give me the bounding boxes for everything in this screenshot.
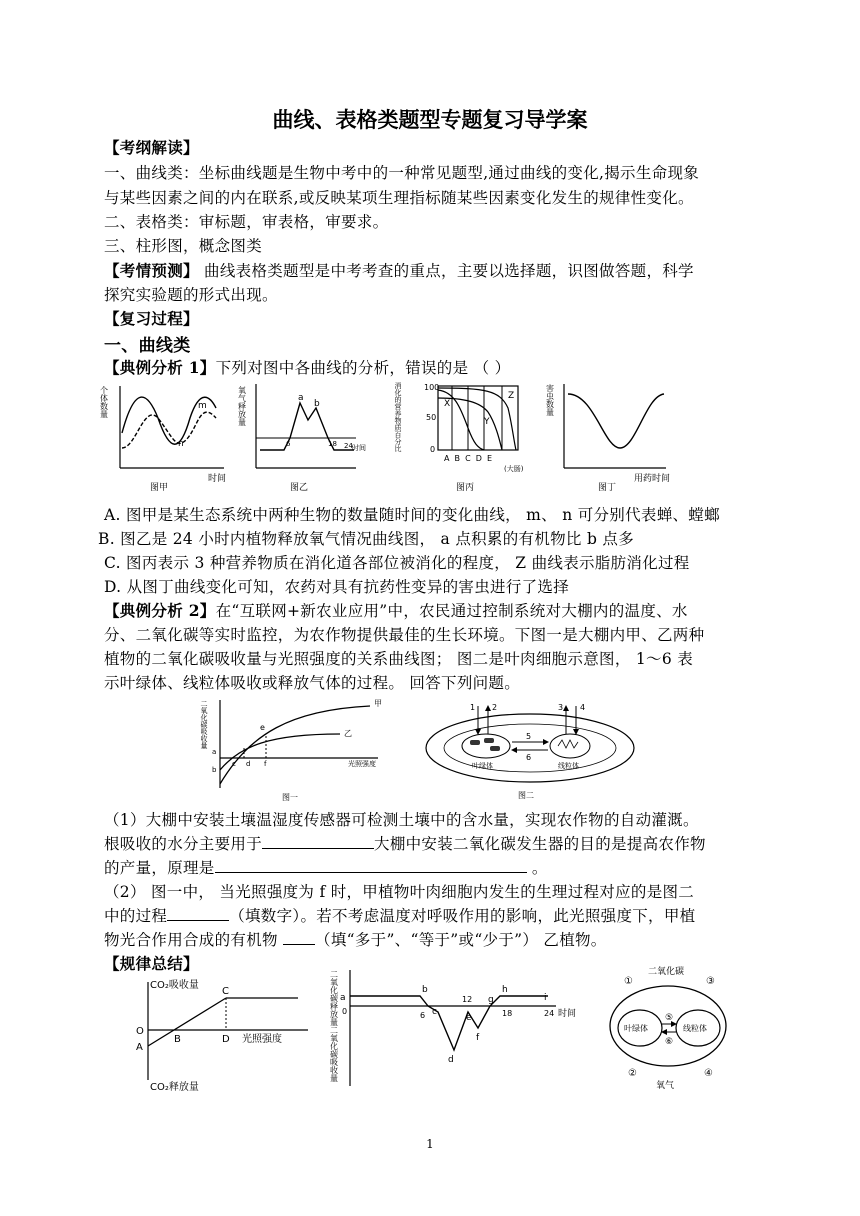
curve-label-x: X bbox=[444, 399, 451, 409]
section-forecast: 【考情预测】 bbox=[104, 261, 199, 280]
text-line bbox=[104, 356, 510, 378]
tick: 6 bbox=[286, 440, 291, 448]
text-line bbox=[104, 259, 694, 281]
point-o: O bbox=[136, 1026, 144, 1037]
text-line: 二、表格类：审标题，审表格，审要求。 bbox=[104, 213, 389, 231]
graph-rule-2 bbox=[330, 970, 577, 1086]
tick: 6 bbox=[420, 1011, 426, 1020]
heading-curves: 一、曲线类 bbox=[104, 336, 191, 356]
point-a: a bbox=[212, 748, 217, 756]
question-2: （2） 图一中， 当光照强度为 f 时，甲植物叶肉细胞内发生的生理过程对应的是图二 bbox=[104, 883, 695, 901]
point-a: A bbox=[136, 1042, 143, 1053]
text-span: 。 bbox=[526, 859, 548, 877]
option-b: B. 图乙是 24 小时内植物释放氧气情况曲线图， a 点积累的有机物比 b 点多 bbox=[98, 530, 634, 548]
axis-label: 二氧化碳吸收量 bbox=[200, 700, 208, 749]
axis-label: 光照强度 bbox=[242, 1034, 282, 1045]
figure-caption: 图甲 bbox=[150, 483, 169, 493]
tick: 50 bbox=[426, 413, 437, 422]
label-co2-absorb: CO₂吸收量 bbox=[150, 980, 199, 991]
graph-jia bbox=[100, 385, 227, 493]
axis-label: 消化的营养物质百分比 bbox=[394, 382, 402, 452]
graph-bing bbox=[394, 381, 524, 493]
marker-3: ③ bbox=[706, 976, 715, 987]
chloroplast-label: 叶绿体 bbox=[472, 762, 493, 770]
point-h: h bbox=[502, 985, 508, 995]
page-title: 曲线、表格类题型专题复习导学案 bbox=[272, 108, 588, 132]
section-summary: 【规律总结】 bbox=[104, 954, 199, 973]
answer-blank[interactable] bbox=[262, 834, 374, 849]
point-a: a bbox=[298, 393, 304, 403]
graph-yi bbox=[238, 384, 367, 493]
marker-6: ⑥ bbox=[665, 1037, 674, 1047]
text-line: 分、二氧化碳等实时监控，为农作物提供最佳的生长环境。下图一是大棚内甲、乙两种 bbox=[104, 626, 705, 644]
point-d: d bbox=[246, 760, 251, 768]
section-review: 【复习过程】 bbox=[104, 309, 199, 328]
answer-blank[interactable] bbox=[215, 858, 527, 873]
point-i: i bbox=[544, 993, 547, 1003]
point-d: D bbox=[222, 1034, 230, 1045]
tick: 18 bbox=[502, 1009, 513, 1018]
figure-row-3 bbox=[128, 968, 728, 1098]
marker-2: ② bbox=[628, 1068, 637, 1079]
point-e: e bbox=[260, 723, 265, 732]
text-span: 下列对图中各曲线的分析，错误的是 （ ） bbox=[215, 359, 511, 377]
curve-label-m: m bbox=[198, 401, 207, 411]
category-labels: A B C D E bbox=[444, 454, 493, 463]
axis-label: 害虫数量 bbox=[545, 384, 555, 416]
chloroplast-label: 叶绿体 bbox=[624, 1024, 648, 1033]
figure-caption: 图丁 bbox=[598, 483, 617, 493]
text-span: 的产量，原理是 bbox=[104, 859, 215, 877]
co2-label: 二氧化碳 bbox=[648, 967, 685, 977]
tick: 18 bbox=[328, 440, 337, 448]
point-f: f bbox=[476, 1033, 480, 1043]
figure-caption: 图丙 bbox=[456, 483, 475, 493]
graph-ding bbox=[546, 383, 671, 493]
text-line: 示叶绿体、线粒体吸收或释放气体的过程。 回答下列问题。 bbox=[104, 674, 521, 692]
answer-blank[interactable] bbox=[283, 930, 315, 945]
label-2: 2 bbox=[492, 703, 498, 712]
example-2-label: 【典例分析 2】 bbox=[104, 601, 216, 620]
tick: 0 bbox=[342, 1007, 348, 1016]
text-line: 一、曲线类：坐标曲线题是生物中考中的一种常见题型,通过曲线的变化,揭示生命现象 bbox=[104, 164, 700, 182]
axis-label: 用药时间 bbox=[634, 474, 671, 484]
text-line bbox=[104, 856, 548, 878]
diagram-fig2 bbox=[426, 703, 634, 800]
marker-4: ④ bbox=[704, 1068, 713, 1079]
point-f: f bbox=[264, 760, 267, 768]
curve-label-y: Y bbox=[484, 417, 490, 427]
axis-label: 个体数量 bbox=[99, 386, 109, 418]
text-span: （填“多于”、“等于”或“少于”） 乙植物。 bbox=[315, 931, 607, 949]
mitochondria-label: 线粒体 bbox=[683, 1024, 707, 1033]
tick: 0 bbox=[430, 445, 436, 454]
label-6: 6 bbox=[526, 753, 532, 762]
text-span: 在“互联网+新农业应用”中，农民通过控制系统对大棚内的温度、水 bbox=[215, 602, 688, 620]
figure-row-2 bbox=[200, 694, 640, 802]
point-b: b bbox=[314, 399, 320, 409]
option-a: A. 图甲是某生态系统中两种生物的数量随时间的变化曲线， m、 n 可分别代表蝉、螳螂 bbox=[104, 506, 720, 524]
text-line: 三、柱形图，概念图类 bbox=[104, 237, 263, 255]
tick: 24 bbox=[344, 442, 353, 450]
curve-label-z: Z bbox=[508, 391, 515, 401]
graph-fig1 bbox=[200, 699, 382, 802]
text-span: （填数字）。若不考虑温度对呼吸作用的影响，此光照强度下，甲植 bbox=[229, 907, 696, 925]
label-3: 3 bbox=[558, 703, 564, 712]
text-line bbox=[104, 928, 607, 950]
point-b: B bbox=[174, 1034, 181, 1045]
text-line: 探究实验题的形式出现。 bbox=[104, 286, 278, 304]
graph-rule-1 bbox=[136, 978, 308, 1093]
axis-label: 时间 bbox=[352, 444, 366, 452]
label-co2-release: CO₂释放量 bbox=[150, 1082, 199, 1093]
label-1: 1 bbox=[470, 703, 476, 712]
axis-label: 氧气释放量 bbox=[237, 386, 247, 426]
curve-label-jia: 甲 bbox=[374, 699, 382, 708]
point-d: d bbox=[448, 1055, 454, 1065]
axis-label: 光照强度 bbox=[348, 760, 376, 768]
figure-row-1 bbox=[99, 378, 684, 496]
example-1-label: 【典例分析 1】 bbox=[104, 358, 216, 377]
axis-label: 时间 bbox=[208, 474, 227, 484]
section-syllabus: 【考纲解读】 bbox=[104, 138, 199, 157]
text-line bbox=[104, 832, 706, 854]
text-line: 植物的二氧化碳吸收量与光照强度的关系曲线图； 图二是叶肉细胞示意图， 1～6 表 bbox=[104, 650, 694, 668]
axis-label: 时间 bbox=[558, 1009, 577, 1019]
text-span: 中的过程 bbox=[104, 907, 168, 925]
text-span: 大棚中安装二氧化碳发生器的目的是提高农作物 bbox=[374, 835, 706, 853]
page-number: 1 bbox=[426, 1137, 434, 1151]
diagram-rule-3 bbox=[610, 965, 726, 1091]
answer-blank[interactable] bbox=[167, 906, 229, 921]
tick: 12 bbox=[462, 995, 473, 1004]
figure-caption: 图乙 bbox=[290, 483, 309, 493]
point-c: c bbox=[432, 1007, 437, 1017]
tick: 24 bbox=[544, 1009, 555, 1018]
point-e: e bbox=[466, 1013, 472, 1023]
text-span: 曲线表格类题型是中考考查的重点，主要以选择题，识图做答题，科学 bbox=[198, 262, 694, 280]
point-a: a bbox=[340, 993, 346, 1003]
label-4: 4 bbox=[580, 703, 586, 712]
text-span: 根吸收的水分主要用于 bbox=[104, 835, 263, 853]
curve-label-n: n bbox=[178, 439, 184, 449]
text-line: 与某些因素之间的内在联系,或反映某项生理指标随某些因素变化发生的规律性变化。 bbox=[104, 189, 694, 207]
marker-5: ⑤ bbox=[665, 1013, 674, 1023]
o2-label: 氧气 bbox=[656, 1081, 675, 1091]
axis-label: 二氧化碳吸收量 bbox=[329, 1026, 339, 1082]
point-c: c bbox=[232, 760, 236, 768]
point-c: C bbox=[222, 986, 229, 997]
point-b: b bbox=[422, 985, 428, 995]
axis-label: 二氧化碳释放量 bbox=[329, 970, 339, 1026]
category-note: (大肠) bbox=[504, 465, 524, 473]
marker-1: ① bbox=[624, 976, 633, 987]
text-line bbox=[104, 599, 688, 621]
point-b: b bbox=[212, 766, 217, 774]
option-c: C. 图丙表示 3 种营养物质在消化道各部位被消化的程度， Z 曲线表示脂肪消化过程 bbox=[104, 554, 690, 572]
mitochondria-label: 线粒体 bbox=[558, 762, 579, 770]
text-span: 物光合作用合成的有机物 bbox=[104, 931, 284, 949]
label-5: 5 bbox=[526, 732, 532, 741]
point-g: g bbox=[488, 995, 494, 1005]
question-1: （1）大棚中安装土壤温湿度传感器可检测土壤中的含水量，实现农作物的自动灌溉。 bbox=[104, 811, 699, 829]
figure-caption: 图二 bbox=[518, 791, 534, 800]
text-line bbox=[104, 904, 695, 926]
tick: 100 bbox=[424, 383, 440, 392]
curve-label-yi: 乙 bbox=[344, 729, 352, 738]
figure-caption: 图一 bbox=[282, 793, 298, 802]
option-d: D. 从图丁曲线变化可知，农药对具有抗药性变异的害虫进行了选择 bbox=[104, 578, 570, 596]
